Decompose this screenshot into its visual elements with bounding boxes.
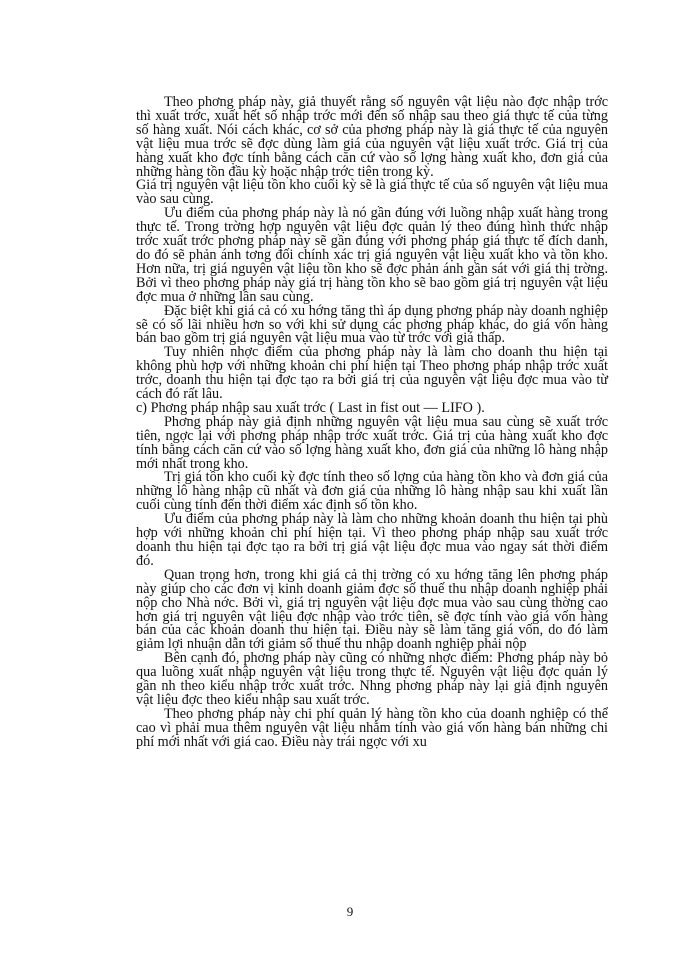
paragraph-fifo-advantages: Ưu điểm của phơng pháp này là nó gần đúng với luồng nhập xuất hàng trong thực tế. Trong trờng hợp nguyên vật liệu đợc quản lý theo đúng hình thức nhập trớc xuất trớc phơng pháp này sẽ gần đúng với phơng pháp giá thực tế đích danh, do đó sẽ phản ánh tơng đối chính xác trị giá nguyên vật liệu xuất kho và tồn kho. Hơn nữa, trị giá nguyên vật liệu tồn kho sẽ đợc phản ánh gần sát với giá thị trờng. Bởi vì theo phơng pháp này giá trị hàng tồn kho sẽ bao gồm giá trị nguyên vật liệu đợc mua ở những lần sau cùng. (136, 205, 608, 305)
document-body (136, 96, 608, 750)
paragraph-fifo-intro: Theo phơng pháp này, giả thuyết rằng số nguyên vật liệu nào đợc nhập trớc thì xuất trớc, xuất hết số nhập trớc mới đến số nhập sau theo giá thực tế của từng số hàng xuất. Nói cách khác, cơ sở của phơng pháp này là giá thực tế của nguyên vật liệu mua trớc sẽ đợc dùng làm giá của nguyên vật liệu xuất trớc. Giá trị của hàng xuất kho đợc tính bằng cách căn cứ vào số lợng hàng xuất kho, đơn giá của những hàng tồn đầu kỳ hoặc nhập trớc tiên trong kỳ. (136, 94, 608, 180)
paragraph-lifo-advantages: Ưu điểm của phơng pháp này là làm cho những khoản doanh thu hiện tại phù hợp với những khoản chi phí hiện tại. Vì theo phơng pháp nhập sau xuất trớc doanh thu hiện tại đợc tạo ra bởi trị giá vật liệu đợc mua vào ngay sát thời điểm đó. (136, 511, 608, 569)
paragraph-ending-inventory: Giá trị nguyên vật liệu tồn kho cuối kỳ sẽ là giá thực tế của số nguyên vật liệu mua vào sau cùng. (136, 177, 608, 208)
section-heading-lifo: c) Phơng pháp nhập sau xuất trớc ( Last in fist out — LIFO ). (136, 399, 485, 416)
paragraph-lifo-tax: Quan trọng hơn, trong khi giá cả thị trờng có xu hớng tăng lên phơng pháp này giúp cho các đơn vị kinh doanh giảm đợc số thuế thu nhập doanh nghiệp phải nộp cho Nhà nớc. Bởi vì, giá trị nguyên vật liệu đợc mua vào sau cùng thờng cao hơn giá trị nguyên vật liệu đợc nhập vào trớc tiên, sẽ đợc tính vào giá vốn hàng bán của các khoản doanh thu hiện tại. Điều này sẽ làm tăng giá vốn, do đó làm giảm lợi nhuận dẫn tới giảm số thuế thu nhập doanh nghiệp phải nộp (136, 566, 608, 653)
paragraph-lifo-intro: Phơng pháp này giả định những nguyên vật liệu mua sau cùng sẽ xuất trớc tiên, ngợc lại với phơng pháp nhập trớc xuất trớc. Giá trị của hàng xuất kho đợc tính bằng cách căn cứ vào số lợng hàng xuất kho, đơn giá của những lô hàng nhập mới nhất trong kho. (136, 413, 608, 472)
paragraph-rising-prices: Đặc biệt khi giá cả có xu hớng tăng thì áp dụng phơng pháp này doanh nghiệp sẽ có số lãi nhiều hơn so với khi sử dụng các phơng pháp khác, do giá vốn hàng bán bao gồm trị giá nguyên vật liệu mua vào từ trớc với giá thấp. (136, 302, 608, 347)
paragraph-fifo-disadvantages: Tuy nhiên nhợc điểm của phơng pháp này là làm cho doanh thu hiện tại không phù hợp với những khoản chi phí hiện tại Theo phơng pháp nhập trớc xuất trớc, doanh thu hiện tại đợc tạo ra bởi giá trị của nguyên vật liệu đợc mua vào từ cách đó rất lâu. (136, 344, 608, 403)
page-number: 9 (346, 904, 354, 919)
paragraph-lifo-ending-value: Trị giá tồn kho cuối kỳ đợc tính theo số lợng của hàng tồn kho và đơn giá của những lô hàng nhập cũ nhất và đơn giá của những lô hàng nhập sau khi xuất lần cuối cùng tính đến thời điểm xác định số tồn kho. (136, 469, 608, 514)
paragraph-lifo-cost: Theo phơng pháp này chi phí quản lý hàng tồn kho của doanh nghiệp có thể cao vì phải mua thêm nguyên vật liệu nhằm tính vào giá vốn hàng bán những chi phí mới nhất với giá cao. Điều này trái ngợc với xu (136, 705, 608, 750)
paragraph-lifo-disadvantages: Bên cạnh đó, phơng pháp này cũng có những nhợc điểm: Phơng pháp này bỏ qua luồng xuất nhập nguyên vật liệu trong thực tế. Nguyên vật liệu đợc quản lý gần nh theo kiểu nhập trớc xuất trớc. Nhng phơng pháp này lại giả định nguyên vật liệu đợc theo kiểu nhập sau xuất trớc. (136, 650, 608, 708)
